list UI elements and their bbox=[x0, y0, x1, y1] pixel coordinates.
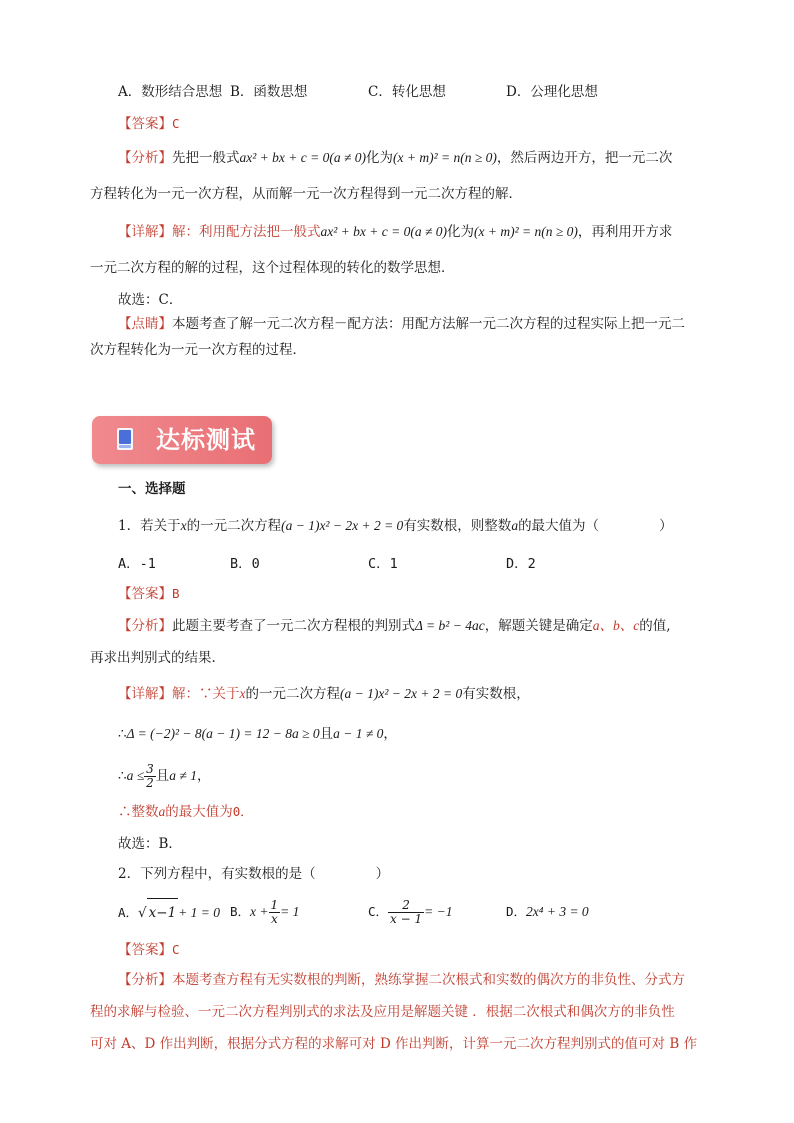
answer-value: B bbox=[172, 586, 180, 601]
intro-option-a: A．数形结合思想 bbox=[118, 84, 223, 100]
intro-option-d: D．公理化思想 bbox=[506, 84, 598, 100]
q2-stem-text: 2．下列方程中，有实数根的是（ bbox=[118, 866, 316, 882]
step-text: ∴整数 bbox=[118, 804, 159, 820]
q2-stem bbox=[118, 864, 738, 884]
q1-var-a: a bbox=[511, 518, 519, 533]
analysis-text: ，解题关键是确定 bbox=[484, 618, 593, 634]
section-subtitle: 一、选择题 bbox=[118, 481, 186, 497]
analysis-text: 的值, bbox=[639, 618, 671, 634]
analysis-text: 先把一般式 bbox=[172, 150, 240, 166]
detail-text: 解：∵关于 bbox=[172, 686, 240, 702]
q1-stem-text: 的一元二次方程 bbox=[186, 518, 282, 534]
q1-var-x: x bbox=[180, 518, 187, 533]
detail-equation: ax² + bx + c = 0(a ≠ 0) bbox=[320, 224, 448, 239]
intro-detail-line1 bbox=[118, 222, 738, 242]
intro-option-c: C．转化思想 bbox=[368, 84, 446, 100]
q1-stem bbox=[118, 516, 738, 536]
analysis-vars: a、b、c bbox=[592, 618, 640, 633]
q1-analysis-line1 bbox=[118, 616, 738, 636]
analysis-equation: Δ = b² − 4ac bbox=[415, 618, 485, 633]
step-equation: a ≠ 1 bbox=[169, 768, 197, 783]
fraction-numerator: 2 bbox=[388, 899, 424, 913]
intro-choose: 故选：C． bbox=[118, 292, 183, 308]
answer-value: C bbox=[172, 942, 180, 957]
option-equation: + 1 = 0 bbox=[178, 905, 221, 920]
option-label: B． bbox=[230, 904, 251, 919]
detail-equation: (x + m)² = n(n ≥ 0) bbox=[474, 224, 578, 239]
intro-analysis-line1 bbox=[118, 148, 738, 168]
q1-equation: (a − 1)x² − 2x + 2 = 0 bbox=[281, 518, 404, 533]
step-text: 且 bbox=[319, 726, 334, 742]
step-value: 0． bbox=[232, 804, 253, 819]
q1-stem-text: ） bbox=[659, 518, 673, 534]
fraction bbox=[269, 899, 281, 926]
radicand: x−1 bbox=[147, 898, 179, 927]
fraction-denominator: 2 bbox=[146, 776, 154, 790]
q2-analysis-line2: 程的求解与检验、一元二次方程判别式的求法及应用是解题关键 ．根据二次根式和偶次方的非负性 bbox=[90, 1004, 675, 1020]
fraction-denominator: x bbox=[270, 912, 278, 926]
analysis-tag: 【分析】 bbox=[118, 150, 172, 166]
therefore-symbol: ∴ bbox=[118, 726, 127, 742]
q2-analysis-line1 bbox=[118, 970, 738, 990]
q1-option-b: B．0 bbox=[230, 556, 260, 572]
q1-step1 bbox=[118, 724, 738, 744]
option-label: D． bbox=[506, 904, 527, 919]
q1-detail-line1 bbox=[118, 684, 738, 704]
section-banner bbox=[92, 416, 272, 464]
step-text: ， bbox=[196, 768, 211, 784]
detail-text: 有实数根， bbox=[462, 686, 530, 702]
fraction-numerator: 1 bbox=[270, 898, 279, 912]
step-text: 的最大值为 bbox=[165, 804, 233, 820]
fraction-numerator: 3 bbox=[146, 762, 154, 776]
step-text: 且 bbox=[155, 768, 170, 784]
q2-option-c bbox=[368, 898, 452, 926]
intro-comment-line1 bbox=[118, 314, 738, 334]
analysis-text: ，然后两边开方，把一元二次 bbox=[496, 150, 673, 166]
analysis-equation: (x + m)² = n(n ≥ 0) bbox=[393, 150, 497, 165]
analysis-equation: ax² + bx + c = 0(a ≠ 0) bbox=[239, 150, 367, 165]
detail-text: 化为 bbox=[447, 224, 475, 240]
detail-tag: 【详解】 bbox=[118, 686, 172, 702]
detail-text: ，再利用开方求 bbox=[577, 224, 673, 240]
q1-analysis-line2: 再求出判别式的结果. bbox=[90, 650, 216, 666]
q1-answer bbox=[118, 584, 738, 604]
intro-analysis-line2: 方程转化为一元一次方程，从而解一元一次方程得到一元二次方程的解． bbox=[90, 186, 522, 202]
q1-stem-text: 1．若关于 bbox=[118, 518, 181, 534]
q2-stem-text: ） bbox=[375, 866, 390, 882]
q2-option-d bbox=[506, 898, 589, 926]
detail-text: 解：利用配方法把一般式 bbox=[172, 224, 321, 240]
intro-detail-line2: 一元二次方程的解的过程，这个过程体现的转化的数学思想． bbox=[90, 260, 455, 276]
q2-option-a: A．√ x−1 + 1 = 0 bbox=[118, 898, 220, 927]
option-equation: = 1 bbox=[280, 904, 300, 919]
q2-option-b bbox=[230, 898, 299, 926]
analysis-text: 此题主要考查了一元二次方程根的判别式 bbox=[172, 618, 415, 634]
step-text: ， bbox=[383, 726, 397, 742]
analysis-tag: 【分析】 bbox=[118, 618, 172, 634]
option-equation: 2x⁴ + 3 = 0 bbox=[526, 904, 589, 919]
step-equation: a − 1 ≠ 0 bbox=[333, 726, 384, 741]
detail-var: x bbox=[239, 686, 246, 701]
step-var: a bbox=[158, 804, 166, 819]
book-icon bbox=[116, 427, 134, 451]
comment-text: 本题考查了解一元二次方程－配方法：用配方法解一元二次方程的过程实际上把一元二 bbox=[172, 316, 685, 332]
q1-step3 bbox=[118, 802, 738, 822]
intro-answer bbox=[118, 114, 738, 134]
q1-step2 bbox=[118, 762, 738, 790]
q1-option-c: C．1 bbox=[368, 556, 398, 572]
q1-choose: 故选：B． bbox=[118, 836, 182, 852]
analysis-text: 化为 bbox=[366, 150, 394, 166]
section-title: 达标测试 bbox=[156, 426, 256, 454]
comment-tag: 【点睛】 bbox=[118, 316, 172, 332]
analysis-text: 本题考查方程有无实数根的判断，熟练掌握二次根式和实数的偶次方的非负性、分式方 bbox=[172, 972, 685, 988]
fraction bbox=[144, 763, 156, 790]
q2-analysis-line3: 可对 A、D 作出判断，根据分式方程的求解可对 D 作出判断，计算一元二次方程判别式的值可对 B 作 bbox=[90, 1036, 698, 1052]
fraction bbox=[388, 899, 424, 926]
analysis-tag: 【分析】 bbox=[118, 972, 172, 988]
q1-option-a: A．-1 bbox=[118, 556, 156, 572]
step-equation: a ≤ bbox=[126, 768, 145, 783]
option-label: A． bbox=[118, 905, 139, 920]
option-equation: = −1 bbox=[424, 904, 453, 919]
q1-stem-text: 的最大值为（ bbox=[518, 518, 600, 534]
fraction-denominator: x − 1 bbox=[390, 912, 423, 926]
intro-comment-line2: 次方程转化为一元一次方程的过程． bbox=[90, 342, 306, 358]
therefore-symbol: ∴ bbox=[118, 768, 127, 784]
detail-equation: (a − 1)x² − 2x + 2 = 0 bbox=[340, 686, 463, 701]
answer-value: C bbox=[172, 116, 180, 131]
step-equation: Δ = (−2)² − 8(a − 1) = 12 − 8a ≥ 0 bbox=[126, 726, 320, 741]
q2-answer bbox=[118, 940, 738, 960]
detail-tag: 【详解】 bbox=[118, 224, 172, 240]
answer-tag: 【答案】 bbox=[118, 586, 172, 602]
intro-option-b: B．函数思想 bbox=[230, 84, 308, 100]
option-equation: x + bbox=[250, 904, 269, 919]
answer-tag: 【答案】 bbox=[118, 116, 172, 132]
answer-tag: 【答案】 bbox=[118, 942, 172, 958]
q1-stem-text: 有实数根，则整数 bbox=[403, 518, 512, 534]
option-label: C． bbox=[368, 904, 389, 919]
q1-option-d: D．2 bbox=[506, 556, 536, 572]
detail-text: 的一元二次方程 bbox=[245, 686, 340, 702]
